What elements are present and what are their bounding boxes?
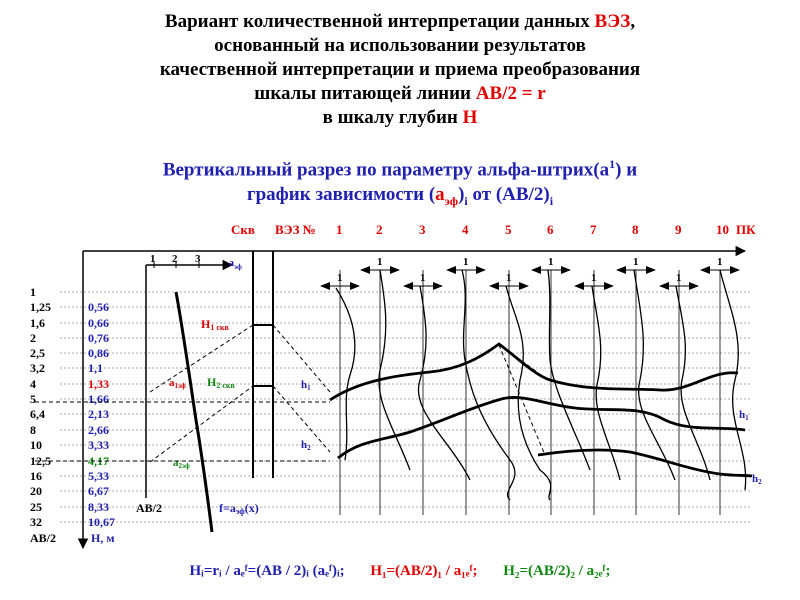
- a1ef-label: a1эф: [169, 377, 186, 390]
- func-label: f=aэф(x): [219, 501, 259, 516]
- title-h: Н: [462, 107, 478, 128]
- formula-1: Нᵢ=rᵢ / aₑᶠ=(АВ / 2)ᵢ (aₑᶠ)ᵢ;: [189, 563, 345, 579]
- aef-axis-label: $a_{эф}$: [229, 258, 242, 271]
- subtitle-sup: 1: [609, 157, 616, 171]
- h-scale-value: 6,67: [88, 484, 109, 498]
- title-abr: АВ/2 = r: [475, 83, 546, 104]
- formula-2: Н₁=(АВ/2)₁ / a₁ₑᶠ;: [370, 563, 478, 579]
- ab2-curve-label: АВ/2: [136, 501, 163, 515]
- subtitle-line1-end: ) и: [615, 159, 638, 181]
- h-scale-value: 1,33: [88, 377, 109, 391]
- ab-scale-value: 16: [30, 469, 42, 483]
- arrow-label: 1: [676, 272, 682, 284]
- ab-scale-value: 5: [30, 392, 36, 406]
- h-scale-value: 10,67: [88, 515, 115, 529]
- ab-scale-value: 32: [30, 515, 42, 529]
- arrow-label: 1: [377, 256, 383, 268]
- h1-left-label: h1: [301, 379, 311, 392]
- h1-skv-label: Н1 скв: [201, 317, 229, 332]
- h-scale-value: 1,1: [88, 361, 103, 375]
- ab-scale-value: 4: [30, 377, 36, 391]
- title-line1: Вариант количественной интерпретации данных: [164, 11, 595, 32]
- ab-axis-label: АВ/2: [30, 531, 57, 545]
- station-arrows: [320, 256, 740, 290]
- station-labels: [336, 222, 729, 237]
- h-axis-label: Н, м: [91, 531, 115, 545]
- arrow-label: 1: [463, 256, 469, 268]
- subtitle-line2-end: от (АВ/2): [467, 184, 550, 206]
- h-scale-value: 8,33: [88, 500, 109, 514]
- ab-scale-value: 2,5: [30, 346, 45, 360]
- ab-scale-value: 1: [30, 285, 36, 299]
- h2-left-label: h2: [301, 439, 311, 452]
- h2-right-label: h2: [752, 473, 762, 486]
- h-scale-value: 2,66: [88, 423, 109, 437]
- ab-scale-value: 20: [30, 484, 42, 498]
- formula-3: Н₂=(АВ/2)₂ / a₂ₑᶠ;: [503, 563, 611, 579]
- h-scale: [88, 300, 115, 529]
- station-label: 3: [419, 222, 426, 237]
- arrow-label: 1: [591, 272, 597, 284]
- station-label: 7: [590, 222, 597, 237]
- subtitle-aef-sub: эф: [444, 194, 459, 209]
- skv-label: Скв: [231, 222, 255, 237]
- ab-scale-value: 12,5: [30, 454, 51, 468]
- h-scale-value: 0,56: [88, 300, 109, 314]
- aef-tick-label: 1: [150, 253, 156, 265]
- grid-lines: [60, 292, 752, 522]
- formula-line: [0, 563, 800, 580]
- h-scale-value: 0,76: [88, 331, 109, 345]
- h1-right-label: h1: [739, 409, 749, 422]
- subtitle-i2: i: [549, 194, 554, 209]
- station-label: 10: [716, 222, 729, 237]
- h-scale-value: 0,66: [88, 316, 109, 330]
- ab-scale-value: 2: [30, 331, 36, 345]
- title-line2: основанный на использовании результатов: [214, 35, 586, 56]
- construction-lines: [35, 325, 545, 462]
- subtitle-i: i: [464, 194, 468, 209]
- station-label: 9: [675, 222, 682, 237]
- station-label: 1: [336, 222, 343, 237]
- ab-scale-value: 1,25: [30, 300, 51, 314]
- subtitle-aef: a: [435, 184, 445, 206]
- title-line4: шкалы питающей линии: [254, 83, 476, 104]
- h-scale-value: 0,86: [88, 346, 109, 360]
- arrow-label: 1: [548, 256, 554, 268]
- title-line5: в шкалу глубин: [322, 107, 463, 128]
- h-scale-value: 5,33: [88, 469, 109, 483]
- pk-label: ПК: [736, 222, 756, 237]
- ab-scale-value: 6,4: [30, 407, 45, 421]
- ab-scale-value: 8: [30, 423, 36, 437]
- title-line3: качественной интерпретации и приема преобразования: [159, 59, 641, 80]
- station-label: 2: [376, 222, 383, 237]
- subtitle-line1: Вертикальный разрез по параметру альфа-штрих(a: [162, 159, 610, 181]
- aef-tick-label: 2: [172, 253, 178, 265]
- boundary-lines: [330, 344, 752, 476]
- h-scale-value: 2,13: [88, 407, 109, 421]
- h-scale-value: 1,66: [88, 392, 109, 406]
- ab-scale: [30, 285, 51, 529]
- h-scale-value: 4,17: [88, 454, 109, 468]
- ab-scale-value: 3,2: [30, 361, 45, 375]
- arrow-label: 1: [337, 272, 343, 284]
- arrow-label: 1: [717, 256, 723, 268]
- aef-tick-label: 3: [195, 253, 201, 265]
- station-label: 5: [505, 222, 512, 237]
- ab-scale-value: 10: [30, 438, 42, 452]
- arrow-label: 1: [633, 256, 639, 268]
- title-vez: ВЭЗ: [594, 11, 631, 32]
- station-label: 6: [547, 222, 554, 237]
- station-label: 4: [462, 222, 469, 237]
- title-comma: ,: [630, 11, 636, 32]
- h2-skv-label: Н2 скв: [207, 375, 235, 390]
- ab-scale-value: 25: [30, 500, 42, 514]
- station-label: 8: [632, 222, 639, 237]
- vez-label: ВЭЗ №: [275, 222, 316, 237]
- ab-scale-value: 1,6: [30, 316, 45, 330]
- arrow-label: 1: [420, 272, 426, 284]
- subtitle-paren: ): [458, 184, 465, 206]
- a2ef-label: a2эф: [173, 457, 190, 470]
- arrow-label: 1: [506, 272, 512, 284]
- subtitle-line2: график зависимости (: [246, 184, 436, 206]
- h-scale-value: 3,33: [88, 438, 109, 452]
